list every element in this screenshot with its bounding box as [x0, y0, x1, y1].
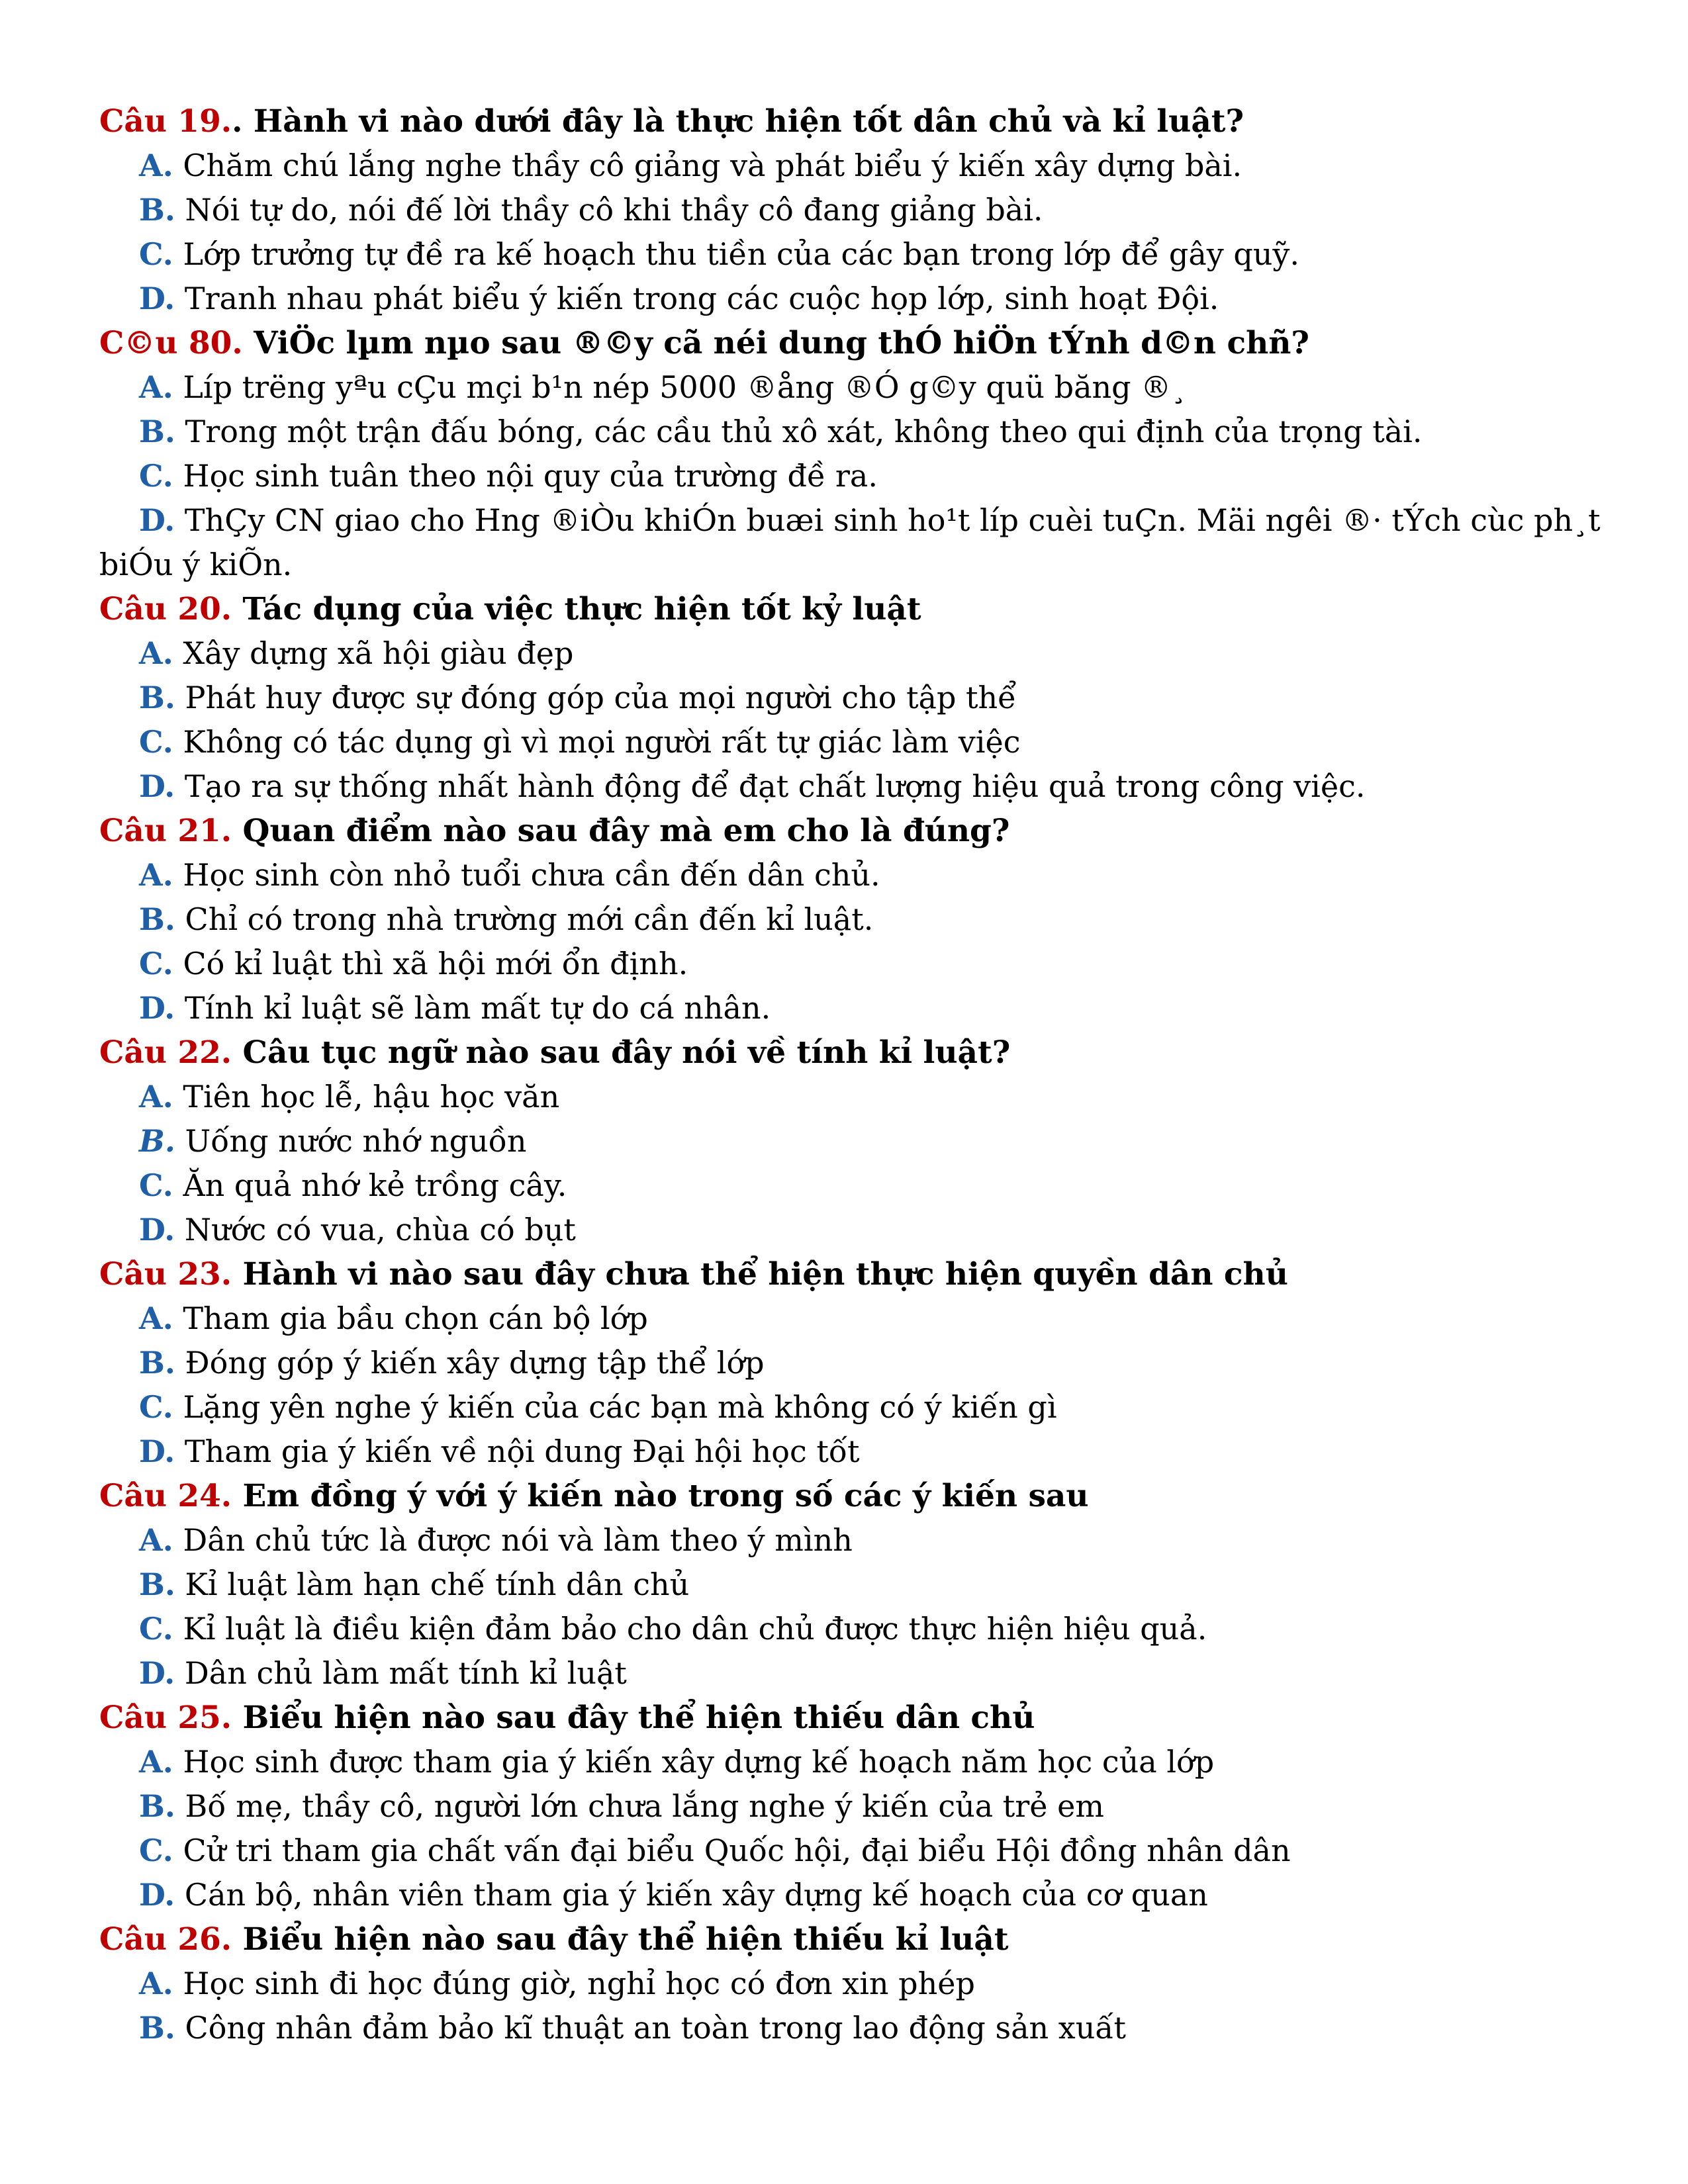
option-text: Dân chủ làm mất tính kỉ luật	[175, 1655, 627, 1691]
option-text: Uống nước nhớ nguồn	[175, 1123, 527, 1159]
answer-option	[99, 1563, 1602, 1607]
option-letter: D.	[139, 281, 175, 316]
option-letter: B.	[139, 192, 175, 228]
answer-option	[99, 1119, 1602, 1163]
question-block	[99, 99, 1602, 321]
document-page	[99, 99, 1602, 2050]
option-letter: B.	[139, 680, 175, 715]
option-text: Không có tác dụng gì vì mọi người rất tự giác làm việc	[173, 724, 1021, 760]
option-letter: C.	[139, 946, 173, 981]
option-text: Bố mẹ, thầy cô, người lớn chưa lắng nghe ý kiến của trẻ em	[175, 1788, 1104, 1824]
option-text: Chỉ có trong nhà trường mới cần đến kỉ luật.	[175, 901, 874, 937]
option-letter: C.	[139, 1389, 173, 1425]
option-letter: D.	[139, 1212, 175, 1248]
option-text: ThÇy CN giao cho Hng ®iÒu khiÓn buæi sinh ho¹t líp cuèi tuÇn. Mäi ngêi ®· tÝch cùc ph¸t biÓu ý kiÕn.	[99, 502, 1601, 582]
option-text: Nói tự do, nói đế lời thầy cô khi thầy cô đang giảng bài.	[175, 192, 1043, 228]
option-letter: A.	[139, 1079, 173, 1115]
question-number: Câu 20.	[99, 591, 232, 627]
answer-option	[99, 1385, 1602, 1430]
answer-option	[99, 188, 1602, 232]
option-letter: A.	[139, 857, 173, 893]
option-text: Chăm chú lắng nghe thầy cô giảng và phát biểu ý kiến xây dựng bài.	[173, 148, 1243, 183]
option-text: Tranh nhau phát biểu ý kiến trong các cuộc họp lớp, sinh hoạt Đội.	[175, 281, 1219, 316]
option-letter: B.	[139, 2010, 175, 2046]
question-heading	[99, 99, 1602, 144]
question-number: Câu 22.	[99, 1034, 232, 1071]
question-heading	[99, 1696, 1602, 1740]
question-text: Em đồng ý với ý kiến nào trong số các ý kiến sau	[232, 1478, 1089, 1514]
answer-option	[99, 1784, 1602, 1829]
option-letter: C.	[139, 724, 173, 760]
question-heading	[99, 321, 1602, 365]
question-block	[99, 1474, 1602, 1696]
answer-option	[99, 232, 1602, 277]
option-letter: A.	[139, 1966, 173, 2001]
question-heading	[99, 1917, 1602, 1962]
answer-option	[99, 1163, 1602, 1208]
option-text: Líp trëng yªu cÇu mçi b¹n nép 5000 ®ång ®Ó g©y quü băng ®¸	[173, 369, 1187, 405]
question-number: Câu 23.	[99, 1256, 232, 1293]
question-text: ViÖc lµm nµo sau ®©y cã néi dung thÓ hiÖn tÝnh d©n chñ?	[242, 325, 1309, 361]
answer-option	[99, 1297, 1602, 1341]
option-text: Kỉ luật làm hạn chế tính dân chủ	[175, 1567, 690, 1602]
answer-option	[99, 1208, 1602, 1252]
question-block	[99, 1917, 1602, 2050]
question-number: Câu 19.	[99, 103, 232, 140]
option-letter: C.	[139, 1833, 173, 1868]
option-text: Kỉ luật là điều kiện đảm bảo cho dân chủ được thực hiện hiệu quả.	[173, 1611, 1207, 1647]
option-letter: A.	[139, 148, 173, 183]
question-text: Biểu hiện nào sau đây thể hiện thiếu kỉ luật	[232, 1921, 1009, 1958]
question-block	[99, 321, 1602, 587]
answer-option	[99, 676, 1602, 720]
option-letter: C.	[139, 458, 173, 494]
answer-option	[99, 1430, 1602, 1474]
answer-option	[99, 853, 1602, 897]
answer-option	[99, 365, 1602, 410]
option-text: Học sinh tuân theo nội quy của trường đề ra.	[173, 458, 878, 494]
answer-option	[99, 454, 1602, 498]
option-letter: B.	[139, 414, 175, 449]
answer-option	[99, 277, 1602, 321]
question-number: Câu 24.	[99, 1478, 232, 1514]
question-heading	[99, 809, 1602, 853]
option-letter: D.	[139, 1877, 175, 1913]
option-text: Lớp trưởng tự đề ra kế hoạch thu tiền của các bạn trong lớp để gây quỹ.	[173, 236, 1300, 272]
option-letter: D.	[139, 1433, 175, 1469]
question-block	[99, 1252, 1602, 1474]
question-number: Câu 26.	[99, 1921, 232, 1958]
question-block	[99, 1030, 1602, 1252]
option-text: Cán bộ, nhân viên tham gia ý kiến xây dựng kế hoạch của cơ quan	[175, 1877, 1208, 1913]
answer-option	[99, 942, 1602, 986]
answer-option	[99, 720, 1602, 764]
option-letter: D.	[139, 990, 175, 1026]
question-number: Câu 25.	[99, 1700, 232, 1736]
option-letter: D.	[139, 768, 175, 804]
answer-option	[99, 2006, 1602, 2050]
option-letter: D.	[139, 502, 175, 538]
option-text: Tiên học lễ, hậu học văn	[173, 1079, 560, 1115]
answer-option	[99, 1607, 1602, 1651]
option-text: Nước có vua, chùa có bụt	[175, 1212, 576, 1248]
option-letter: A.	[139, 1300, 173, 1336]
question-block	[99, 1696, 1602, 1917]
option-text: Xây dựng xã hội giàu đẹp	[173, 635, 574, 671]
question-block	[99, 587, 1602, 809]
option-letter: C.	[139, 1167, 173, 1203]
option-letter: A.	[139, 635, 173, 671]
option-letter: B.	[139, 1123, 175, 1159]
option-letter: D.	[139, 1655, 175, 1691]
option-text: Học sinh được tham gia ý kiến xây dựng kế hoạch năm học của lớp	[173, 1744, 1215, 1780]
option-text: Cử tri tham gia chất vấn đại biểu Quốc hội, đại biểu Hội đồng nhân dân	[173, 1833, 1291, 1868]
option-text: Học sinh còn nhỏ tuổi chưa cần đến dân chủ.	[173, 857, 880, 893]
option-letter: C.	[139, 1611, 173, 1647]
option-text: Lặng yên nghe ý kiến của các bạn mà không có ý kiến gì	[173, 1389, 1057, 1425]
option-letter: C.	[139, 236, 173, 272]
answer-option	[99, 1651, 1602, 1696]
question-text: Quan điểm nào sau đây mà em cho là đúng?	[232, 813, 1010, 849]
option-text: Tham gia ý kiến về nội dung Đại hội học tốt	[175, 1433, 860, 1469]
option-text: Dân chủ tức là được nói và làm theo ý mình	[173, 1522, 853, 1558]
answer-option	[99, 410, 1602, 454]
option-letter: B.	[139, 1567, 175, 1602]
answer-option	[99, 1829, 1602, 1873]
option-letter: A.	[139, 1522, 173, 1558]
option-text: Tham gia bầu chọn cán bộ lớp	[173, 1300, 648, 1336]
option-text: Tính kỉ luật sẽ làm mất tự do cá nhân.	[175, 990, 771, 1026]
question-heading	[99, 1252, 1602, 1297]
option-text: Phát huy được sự đóng góp của mọi người cho tập thể	[175, 680, 1017, 715]
option-text: Tạo ra sự thống nhất hành động để đạt chất lượng hiệu quả trong công việc.	[175, 768, 1366, 804]
answer-option	[99, 986, 1602, 1030]
question-number: Câu 21.	[99, 813, 232, 849]
option-text: Đóng góp ý kiến xây dựng tập thể lớp	[175, 1345, 765, 1381]
answer-option	[99, 144, 1602, 188]
question-text: Hành vi nào sau đây chưa thể hiện thực hiện quyền dân chủ	[232, 1256, 1288, 1293]
option-text: Công nhân đảm bảo kĩ thuật an toàn trong lao động sản xuất	[175, 2010, 1127, 2046]
question-text: Biểu hiện nào sau đây thể hiện thiếu dân chủ	[232, 1700, 1035, 1736]
option-text: Học sinh đi học đúng giờ, nghỉ học có đơn xin phép	[173, 1966, 975, 2001]
question-text: . Hành vi nào dưới đây là thực hiện tốt dân chủ và kỉ luật?	[232, 103, 1244, 140]
option-text: Có kỉ luật thì xã hội mới ổn định.	[173, 946, 688, 981]
answer-option	[99, 897, 1602, 942]
option-letter: A.	[139, 1744, 173, 1780]
option-letter: B.	[139, 901, 175, 937]
question-number: C©u 80.	[99, 325, 243, 361]
question-text: Tác dụng của việc thực hiện tốt kỷ luật	[232, 591, 921, 627]
question-heading	[99, 1030, 1602, 1075]
option-letter: B.	[139, 1788, 175, 1824]
answer-option	[99, 1962, 1602, 2006]
answer-option	[99, 1873, 1602, 1917]
answer-option	[99, 764, 1602, 809]
answer-option	[99, 498, 1602, 587]
answer-option	[99, 631, 1602, 676]
option-letter: B.	[139, 1345, 175, 1381]
answer-option	[99, 1075, 1602, 1119]
answer-option	[99, 1518, 1602, 1563]
question-heading	[99, 1474, 1602, 1518]
question-heading	[99, 587, 1602, 631]
answer-option	[99, 1740, 1602, 1784]
question-text: Câu tục ngữ nào sau đây nói về tính kỉ luật?	[232, 1034, 1011, 1071]
question-block	[99, 809, 1602, 1030]
option-text: Trong một trận đấu bóng, các cầu thủ xô xát, không theo qui định của trọng tài.	[175, 414, 1423, 449]
option-letter: A.	[139, 369, 173, 405]
option-text: Ăn quả nhớ kẻ trồng cây.	[173, 1167, 567, 1203]
answer-option	[99, 1341, 1602, 1385]
